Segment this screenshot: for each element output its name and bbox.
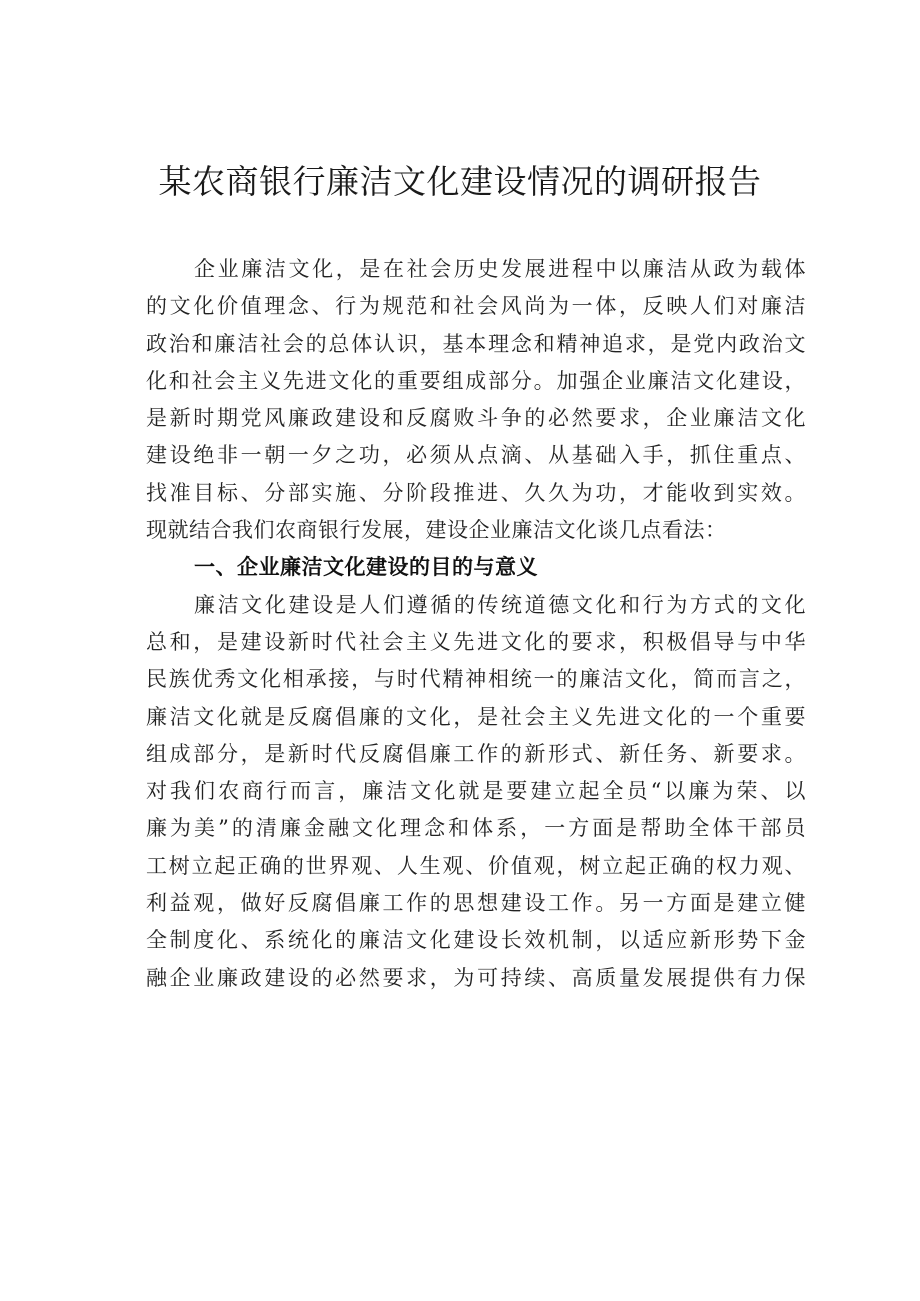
paragraph-line: 利益观，做好反腐倡廉工作的思想建设工作。另一方面是建立健 <box>146 891 806 916</box>
paragraph-line: 全制度化、系统化的廉洁文化建设长效机制，以适应新形势下金 <box>146 928 806 953</box>
document-title: 某农商银行廉洁文化建设情况的调研报告 <box>158 162 762 201</box>
paragraph-line: 政治和廉洁社会的总体认识，基本理念和精神追求，是党内政治文 <box>146 331 806 356</box>
paragraph-line: 化和社会主义先进文化的重要组成部分。加强企业廉洁文化建设， <box>146 368 806 393</box>
paragraph-line: 建设绝非一朝一夕之功，必须从点滴、从基础入手，抓住重点、 <box>146 443 806 468</box>
paragraph-line: 总和，是建设新时代社会主义先进文化的要求，积极倡导与中华 <box>146 629 806 654</box>
paragraph-line: 廉为美”的清廉金融文化理念和体系，一方面是帮助全体干部员 <box>146 816 806 841</box>
paragraph-line: 对我们农商行而言，廉洁文化就是要建立起全员“以廉为荣、以 <box>146 779 806 804</box>
paragraph-intro <box>146 251 806 549</box>
paragraph-line: 现就结合我们农商银行发展，建设企业廉洁文化谈几点看法： <box>146 518 727 543</box>
paragraph-line: 企业廉洁文化，是在社会历史发展进程中以廉洁从政为载体 <box>194 257 806 281</box>
section-heading: 一、企业廉洁文化建设的目的与意义 <box>194 555 538 580</box>
paragraph-line: 工树立起正确的世界观、人生观、价值观，树立起正确的权力观、 <box>146 853 806 878</box>
paragraph-line: 廉洁文化就是反腐倡廉的文化，是社会主义先进文化的一个重要 <box>146 704 806 729</box>
paragraph-line: 是新时期党风廉政建设和反腐败斗争的必然要求，企业廉洁文化 <box>146 406 806 431</box>
paragraph-line: 的文化价值理念、行为规范和社会风尚为一体，反映人们对廉洁 <box>146 294 806 319</box>
paragraph-line: 找准目标、分部实施、分阶段推进、久久为功，才能收到实效。 <box>146 480 806 505</box>
paragraph-line: 组成部分，是新时代反腐倡廉工作的新形式、新任务、新要求。 <box>146 741 806 766</box>
document-body <box>146 251 806 997</box>
paragraph-line: 融企业廉政建设的必然要求，为可持续、高质量发展提供有力保 <box>146 965 806 990</box>
paragraph-purpose <box>146 587 806 997</box>
paragraph-line: 廉洁文化建设是人们遵循的传统道德文化和行为方式的文化 <box>194 592 806 617</box>
paragraph-line: 民族优秀文化相承接，与时代精神相统一的廉洁文化，简而言之， <box>146 667 806 692</box>
